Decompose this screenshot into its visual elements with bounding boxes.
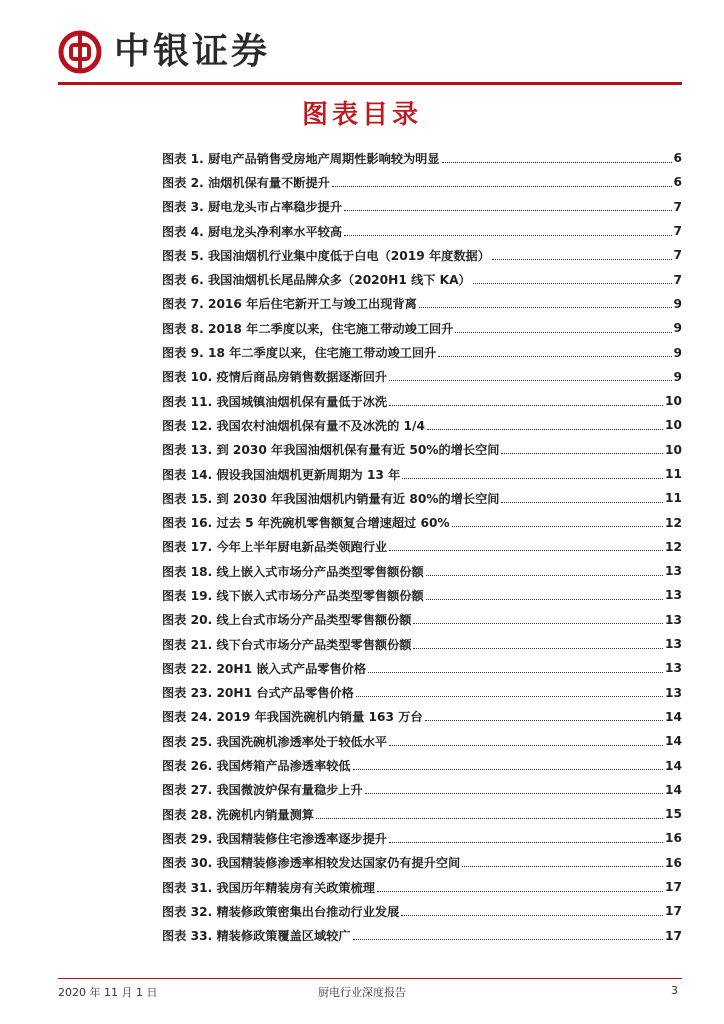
toc-entry[interactable] <box>162 608 682 632</box>
toc-entry-page: 6 <box>673 175 682 190</box>
toc-entry[interactable] <box>162 753 682 777</box>
toc-entry-label: 图表 17. 今年上半年厨电新品类领跑行业 <box>162 540 388 555</box>
toc-entry-label: 图表 8. 2018 年二季度以来，住宅施工带动竣工回升 <box>162 321 454 336</box>
toc-entry[interactable] <box>162 438 682 462</box>
toc-entry-label: 图表 14. 假设我国油烟机更新周期为 13 年 <box>162 467 401 482</box>
toc-entry[interactable] <box>162 924 682 948</box>
toc-entry-label: 图表 18. 线上嵌入式市场分产品类型零售额份额 <box>162 564 424 579</box>
toc-entry[interactable] <box>162 705 682 729</box>
table-of-contents <box>162 146 682 948</box>
toc-leader-dots <box>401 915 663 916</box>
toc-entry-page: 13 <box>665 612 682 627</box>
toc-leader-dots <box>455 332 671 333</box>
toc-entry[interactable] <box>162 462 682 486</box>
toc-entry[interactable] <box>162 413 682 437</box>
toc-leader-dots <box>426 575 663 576</box>
toc-entry[interactable] <box>162 292 682 316</box>
toc-entry[interactable] <box>162 826 682 850</box>
toc-leader-dots <box>344 235 671 236</box>
toc-entry-page: 9 <box>673 369 682 384</box>
toc-entry-label: 图表 32. 精装修政策密集出台推动行业发展 <box>162 904 400 919</box>
toc-leader-dots <box>344 210 671 211</box>
toc-entry[interactable] <box>162 583 682 607</box>
toc-entry-label: 图表 33. 精装修政策覆盖区域较广 <box>162 929 351 944</box>
toc-entry[interactable] <box>162 316 682 340</box>
toc-entry-page: 12 <box>665 515 682 530</box>
toc-entry[interactable] <box>162 486 682 510</box>
page-header <box>58 26 678 78</box>
toc-entry-page: 6 <box>673 151 682 166</box>
toc-leader-dots <box>332 186 672 187</box>
footer-page-number: 3 <box>671 984 678 997</box>
toc-entry-label: 图表 5. 我国油烟机行业集中度低于白电（2019 年度数据） <box>162 248 490 263</box>
toc-leader-dots <box>452 526 663 527</box>
toc-entry-label: 图表 21. 线下台式市场分产品类型零售额份额 <box>162 637 412 652</box>
page-title: 图表目录 <box>301 100 422 130</box>
toc-leader-dots <box>356 696 663 697</box>
toc-leader-dots <box>389 550 663 551</box>
toc-entry-label: 图表 20. 线上台式市场分产品类型零售额份额 <box>162 613 412 628</box>
toc-entry-label: 图表 4. 厨电龙头净利率水平较高 <box>162 224 343 239</box>
toc-leader-dots <box>501 502 663 503</box>
toc-entry-label: 图表 27. 我国微波炉保有量稳步上升 <box>162 783 363 798</box>
toc-entry-page: 12 <box>665 539 682 554</box>
toc-entry-page: 7 <box>673 272 682 287</box>
toc-leader-dots <box>389 842 663 843</box>
toc-leader-dots <box>389 405 663 406</box>
toc-entry-label: 图表 2. 油烟机保有量不断提升 <box>162 175 330 190</box>
toc-entry-label: 图表 29. 我国精装修住宅渗透率逐步提升 <box>162 831 388 846</box>
toc-entry[interactable] <box>162 851 682 875</box>
toc-entry-page: 16 <box>665 855 682 870</box>
toc-entry-page: 13 <box>665 685 682 700</box>
toc-entry[interactable] <box>162 389 682 413</box>
toc-entry-label: 图表 25. 我国洗碗机渗透率处于较低水平 <box>162 734 388 749</box>
toc-entry-page: 10 <box>665 418 682 433</box>
toc-entry[interactable] <box>162 267 682 291</box>
toc-entry-page: 16 <box>665 831 682 846</box>
toc-entry-label: 图表 23. 20H1 台式产品零售价格 <box>162 686 354 701</box>
toc-leader-dots <box>389 745 663 746</box>
toc-entry-page: 11 <box>665 491 682 506</box>
toc-entry[interactable] <box>162 243 682 267</box>
toc-entry-label: 图表 13. 到 2030 年我国油烟机保有量有近 50%的增长空间 <box>162 443 500 458</box>
toc-entry-page: 13 <box>665 661 682 676</box>
toc-entry-page: 7 <box>673 248 682 263</box>
toc-entry[interactable] <box>162 195 682 219</box>
toc-entry-page: 10 <box>665 394 682 409</box>
toc-leader-dots <box>492 259 672 260</box>
toc-leader-dots <box>462 866 663 867</box>
toc-entry-label: 图表 31. 我国历年精装房有关政策梳理 <box>162 880 375 895</box>
toc-entry[interactable] <box>162 681 682 705</box>
toc-entry-label: 图表 6. 我国油烟机长尾品牌众多（2020H1 线下 KA） <box>162 273 471 288</box>
toc-entry-page: 14 <box>665 734 682 749</box>
toc-leader-dots <box>402 478 663 479</box>
toc-entry-label: 图表 22. 20H1 嵌入式产品零售价格 <box>162 661 367 676</box>
toc-entry-label: 图表 10. 疫情后商品房销售数据逐渐回升 <box>162 370 388 385</box>
toc-entry-page: 17 <box>665 880 682 895</box>
toc-leader-dots <box>438 356 671 357</box>
toc-entry[interactable] <box>162 170 682 194</box>
toc-entry-label: 图表 9. 18 年二季度以来，住宅施工带动竣工回升 <box>162 346 437 361</box>
toc-entry[interactable] <box>162 146 682 170</box>
toc-entry-label: 图表 26. 我国烤箱产品渗透率较低 <box>162 759 351 774</box>
toc-entry[interactable] <box>162 875 682 899</box>
footer-date: 2020 年 11 月 1 日 <box>58 986 158 999</box>
toc-leader-dots <box>442 162 672 163</box>
toc-entry-page: 9 <box>673 321 682 336</box>
toc-leader-dots <box>365 793 663 794</box>
toc-entry[interactable] <box>162 899 682 923</box>
footer-divider <box>58 978 682 979</box>
toc-entry-page: 15 <box>665 807 682 822</box>
brand-name: 中银证券 <box>114 30 271 72</box>
toc-entry-label: 图表 11. 我国城镇油烟机保有量低于冰洗 <box>162 394 388 409</box>
toc-entry-page: 17 <box>665 928 682 943</box>
toc-entry-page: 13 <box>665 564 682 579</box>
toc-entry-label: 图表 3. 厨电龙头市占率稳步提升 <box>162 200 343 215</box>
toc-entry[interactable] <box>162 340 682 364</box>
toc-entry[interactable] <box>162 778 682 802</box>
toc-entry-label: 图表 15. 到 2030 年我国油烟机内销量有近 80%的增长空间 <box>162 491 500 506</box>
toc-leader-dots <box>316 818 663 819</box>
toc-leader-dots <box>425 720 663 721</box>
header-divider <box>58 82 682 85</box>
toc-entry[interactable] <box>162 535 682 559</box>
toc-entry[interactable] <box>162 729 682 753</box>
toc-entry-page: 11 <box>665 467 682 481</box>
toc-entry-label: 图表 16. 过去 5 年洗碗机零售额复合增速超过 60% <box>162 516 450 531</box>
toc-entry[interactable] <box>162 219 682 243</box>
toc-leader-dots <box>501 453 663 454</box>
toc-leader-dots <box>413 623 663 624</box>
toc-leader-dots <box>419 307 672 308</box>
toc-entry-page: 10 <box>665 442 682 457</box>
toc-entry-label: 图表 1. 厨电产品销售受房地产周期性影响较为明显 <box>162 151 440 166</box>
toc-entry-label: 图表 28. 洗碗机内销量测算 <box>162 807 314 822</box>
toc-leader-dots <box>389 380 671 381</box>
toc-entry-page: 13 <box>665 637 682 652</box>
footer-report-name: 厨电行业深度报告 <box>318 986 406 999</box>
toc-entry-page: 14 <box>665 782 682 797</box>
toc-entry[interactable] <box>162 632 682 656</box>
toc-entry-page: 13 <box>665 588 682 603</box>
toc-entry-label: 图表 30. 我国精装修渗透率相较发达国家仍有提升空间 <box>162 856 461 871</box>
toc-entry[interactable] <box>162 802 682 826</box>
toc-leader-dots <box>427 429 663 430</box>
toc-entry-page: 14 <box>665 758 682 773</box>
toc-entry-label: 图表 7. 2016 年后住宅新开工与竣工出现背离 <box>162 297 417 312</box>
toc-leader-dots <box>473 283 672 284</box>
toc-entry-page: 7 <box>673 224 682 239</box>
toc-entry[interactable] <box>162 559 682 583</box>
toc-leader-dots <box>353 769 664 770</box>
toc-entry-page: 14 <box>665 709 682 724</box>
toc-entry[interactable] <box>162 365 682 389</box>
toc-entry-label: 图表 24. 2019 年我国洗碗机内销量 163 万台 <box>162 710 423 725</box>
bank-of-china-logo-icon <box>58 30 102 74</box>
toc-entry-page: 7 <box>673 199 682 214</box>
toc-entry-page: 17 <box>665 904 682 919</box>
toc-entry-page: 9 <box>673 296 682 311</box>
toc-entry-label: 图表 19. 线下嵌入式市场分产品类型零售额份额 <box>162 588 424 603</box>
toc-leader-dots <box>377 891 663 892</box>
toc-leader-dots <box>413 648 663 649</box>
toc-entry[interactable] <box>162 656 682 680</box>
toc-entry[interactable] <box>162 510 682 534</box>
toc-leader-dots <box>368 672 663 673</box>
toc-leader-dots <box>353 939 664 940</box>
toc-leader-dots <box>426 599 663 600</box>
toc-entry-page: 9 <box>673 345 682 360</box>
toc-entry-label: 图表 12. 我国农村油烟机保有量不及冰洗的 1/4 <box>162 418 425 433</box>
